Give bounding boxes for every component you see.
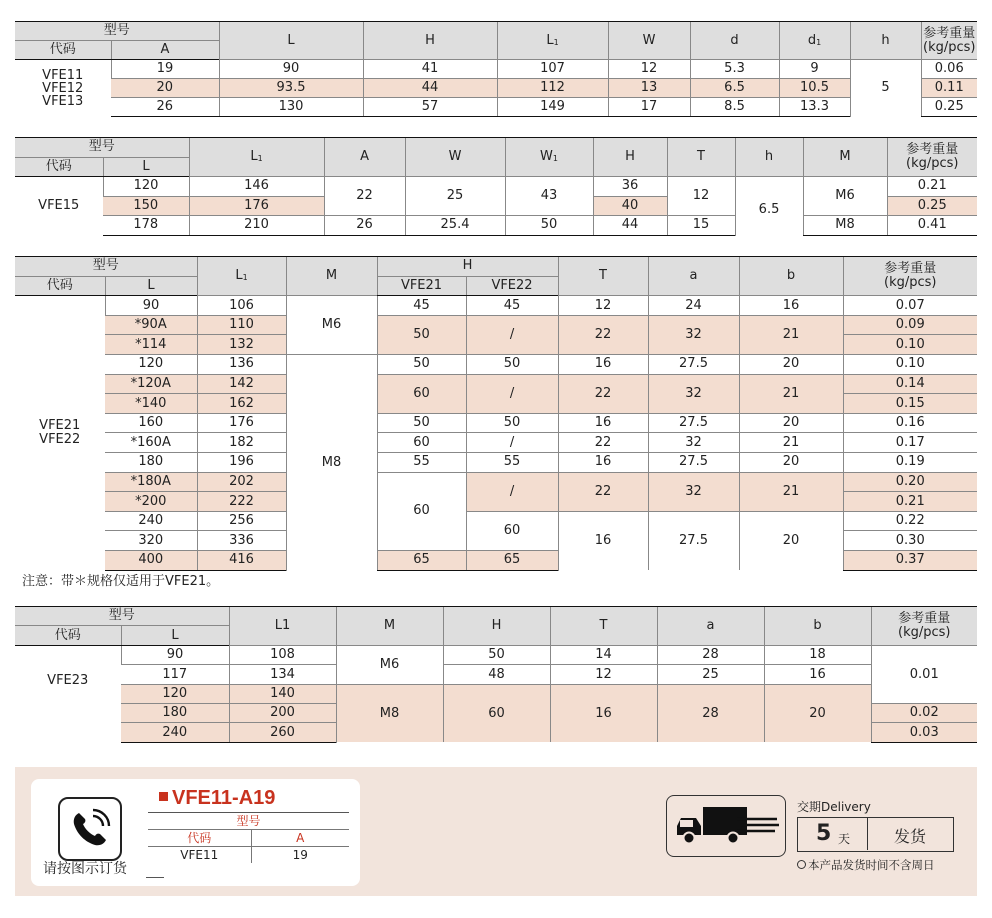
cell: 12 <box>667 177 735 216</box>
cell: 48 <box>443 665 550 684</box>
cell: 55 <box>466 452 558 472</box>
code-header: 代码 <box>15 41 111 60</box>
cell: 16 <box>550 684 657 742</box>
cell: 50 <box>466 413 558 433</box>
col-header-H: H <box>593 138 667 177</box>
cell: 65 <box>466 550 558 570</box>
code-cell: VFE11 VFE12 VFE13 <box>15 60 111 117</box>
table-row <box>15 296 977 316</box>
table-row <box>15 684 977 703</box>
cell: 160 <box>105 413 197 433</box>
col-header-L1: $L_1$ <box>197 257 286 296</box>
cell: *120A <box>105 374 197 394</box>
cell: 32 <box>648 472 739 511</box>
cell: 132 <box>197 335 286 355</box>
cell: 21 <box>739 472 843 511</box>
cell: 25.4 <box>405 216 505 236</box>
cell: 12 <box>558 296 648 316</box>
col-header-vfe21: VFE21 <box>377 276 466 296</box>
col-header-W1: $W_1$ <box>505 138 593 177</box>
table-row <box>15 98 977 117</box>
cell: 28 <box>657 645 764 664</box>
col-header-A: A <box>111 41 219 60</box>
col-header-L1: $L_1$ <box>189 138 324 177</box>
cell: 20 <box>111 79 219 98</box>
cell: 5.3 <box>690 60 779 79</box>
cell: M8 <box>336 684 443 742</box>
cell: 18 <box>764 645 871 664</box>
cell: 13 <box>608 79 690 98</box>
cell: 180 <box>105 452 197 472</box>
model-header: 型号 <box>15 607 229 626</box>
spec-table-vfe15 <box>15 137 977 236</box>
cell: 45 <box>466 296 558 316</box>
cell: 178 <box>103 216 189 236</box>
weight-cell: 0.41 <box>887 216 977 236</box>
cell: *114 <box>105 335 197 355</box>
divider <box>146 877 164 878</box>
table-row <box>15 452 977 472</box>
cell: 16 <box>764 665 871 684</box>
bullet-square-icon <box>159 792 168 801</box>
cell: 136 <box>197 354 286 374</box>
cell: 44 <box>593 216 667 236</box>
cell: 20 <box>739 354 843 374</box>
cell: 196 <box>197 452 286 472</box>
col-header-H: H <box>443 607 550 646</box>
cell: 21 <box>739 315 843 354</box>
col-header-L1: $L_1$ <box>497 22 608 60</box>
cell: 260 <box>229 723 336 742</box>
cell: 182 <box>197 433 286 453</box>
cell: M8 <box>803 216 887 236</box>
weight-cell: 0.21 <box>887 177 977 197</box>
col-header-W: W <box>405 138 505 177</box>
cell: 12 <box>608 60 690 79</box>
table-row <box>15 433 977 453</box>
cell: 93.5 <box>219 79 363 98</box>
table-row <box>15 374 977 394</box>
cell: 45 <box>377 296 466 316</box>
cell: 36 <box>593 177 667 197</box>
cell: 17 <box>608 98 690 117</box>
col-header-H: H <box>363 22 497 60</box>
weight-cell: 0.17 <box>843 433 977 453</box>
col-header-L: L <box>219 22 363 60</box>
col-header-b: b <box>764 607 871 646</box>
col-header-d: d <box>690 22 779 60</box>
col-header-T: T <box>550 607 657 646</box>
weight-header: 参考重量 (kg/pcs) <box>887 138 977 177</box>
cell: 416 <box>197 550 286 570</box>
col-header-L: L <box>121 626 229 645</box>
weight-header: 参考重量 (kg/pcs) <box>843 257 977 296</box>
cell: 57 <box>363 98 497 117</box>
cell: 90 <box>121 645 229 664</box>
cell: 41 <box>363 60 497 79</box>
weight-cell: 0.01 <box>871 645 977 703</box>
example-code-label: 代码 <box>148 830 251 847</box>
cell: 16 <box>558 354 648 374</box>
ordering-panel <box>15 767 977 896</box>
cell: 90 <box>219 60 363 79</box>
cell: 400 <box>105 550 197 570</box>
cell: 22 <box>558 433 648 453</box>
cell: 32 <box>648 374 739 413</box>
weight-cell: 0.25 <box>887 196 977 216</box>
code-cell: VFE15 <box>15 177 103 236</box>
cell: 107 <box>497 60 608 79</box>
code-header: 代码 <box>15 276 105 296</box>
col-header-a: a <box>648 257 739 296</box>
example-a-label: A <box>251 830 349 847</box>
cell: 90 <box>105 296 197 316</box>
cell: 256 <box>197 511 286 531</box>
cell: 130 <box>219 98 363 117</box>
cell: M6 <box>286 296 377 355</box>
col-header-b: b <box>739 257 843 296</box>
cell: 22 <box>558 374 648 413</box>
cell: 50 <box>443 645 550 664</box>
cell: 162 <box>197 394 286 414</box>
cell: 65 <box>377 550 466 570</box>
col-header-L: L <box>103 157 189 177</box>
code-cell: VFE23 <box>15 645 121 742</box>
code-header: 代码 <box>15 626 121 645</box>
weight-cell: 0.25 <box>921 98 977 117</box>
cell: *90A <box>105 315 197 335</box>
cell: 240 <box>121 723 229 742</box>
cell: 60 <box>466 511 558 550</box>
example-part-number: VFE11-A19 <box>159 787 275 810</box>
cell: 50 <box>377 354 466 374</box>
cell: 176 <box>189 196 324 216</box>
cell: *140 <box>105 394 197 414</box>
table-row <box>15 413 977 433</box>
table-row <box>15 216 977 236</box>
cell: 22 <box>558 315 648 354</box>
cell: 16 <box>739 296 843 316</box>
col-header-H: H <box>377 257 558 277</box>
cell: 13.3 <box>779 98 850 117</box>
table-row <box>15 60 977 79</box>
code-header: 代码 <box>15 157 103 177</box>
phone-icon <box>58 797 122 861</box>
truck-icon <box>666 795 786 857</box>
cell: *180A <box>105 472 197 492</box>
cell: 336 <box>197 531 286 551</box>
weight-cell: 0.02 <box>871 703 977 722</box>
weight-cell: 0.22 <box>843 511 977 531</box>
table-row <box>15 315 977 335</box>
col-header-T: T <box>558 257 648 296</box>
col-header-vfe22: VFE22 <box>466 276 558 296</box>
cell: 27.5 <box>648 413 739 433</box>
weight-header: 参考重量 (kg/pcs) <box>871 607 977 646</box>
cell: 40 <box>593 196 667 216</box>
cell: M6 <box>803 177 887 216</box>
cell: 140 <box>229 684 336 703</box>
delivery-label: 交期Delivery <box>797 800 871 814</box>
cell: 320 <box>105 531 197 551</box>
cell: 50 <box>377 413 466 433</box>
cell: 240 <box>105 511 197 531</box>
cell: 134 <box>229 665 336 684</box>
cell: 28 <box>657 684 764 742</box>
cell: 150 <box>103 196 189 216</box>
cell: 60 <box>377 433 466 453</box>
cell: / <box>466 472 558 511</box>
order-caption: 请按图示订货 <box>43 861 127 877</box>
cell: 26 <box>324 216 405 236</box>
spec-table-vfe11-13 <box>15 21 977 117</box>
cell: 210 <box>189 216 324 236</box>
col-header-T: T <box>667 138 735 177</box>
cell: *160A <box>105 433 197 453</box>
cell: 26 <box>111 98 219 117</box>
col-header-h: h <box>735 138 803 177</box>
cell: 60 <box>377 472 466 550</box>
weight-cell: 0.07 <box>843 296 977 316</box>
cell: 112 <box>497 79 608 98</box>
cell: 110 <box>197 315 286 335</box>
example-table <box>148 812 349 863</box>
delivery-note: 本产品发货时间不含周日 <box>797 857 935 873</box>
circle-icon <box>797 860 806 869</box>
cell: 106 <box>197 296 286 316</box>
table-row <box>15 79 977 98</box>
cell: / <box>466 315 558 354</box>
weight-cell: 0.15 <box>843 394 977 414</box>
cell: 32 <box>648 433 739 453</box>
weight-cell: 0.03 <box>871 723 977 742</box>
col-header-W: W <box>608 22 690 60</box>
spec-table-vfe21-22 <box>15 256 977 571</box>
table-row <box>15 645 977 664</box>
example-a-value: 19 <box>251 847 349 864</box>
cell: 146 <box>189 177 324 197</box>
cell: M8 <box>286 354 377 570</box>
cell: 176 <box>197 413 286 433</box>
weight-cell: 0.37 <box>843 550 977 570</box>
col-header-h: h <box>850 22 921 60</box>
spec-table-vfe23 <box>15 606 977 743</box>
cell: 9 <box>779 60 850 79</box>
cell: 117 <box>121 665 229 684</box>
table-row <box>15 472 977 492</box>
ship-label: 发货 <box>894 827 927 846</box>
col-header-L: L <box>105 276 197 296</box>
cell: 149 <box>497 98 608 117</box>
weight-cell: 0.09 <box>843 315 977 335</box>
code-cell: VFE21 VFE22 <box>15 296 105 570</box>
weight-cell: 0.21 <box>843 492 977 512</box>
weight-cell: 0.11 <box>921 79 977 98</box>
cell: 200 <box>229 703 336 722</box>
cell: 142 <box>197 374 286 394</box>
cell: 15 <box>667 216 735 236</box>
cell: 20 <box>739 452 843 472</box>
cell: *200 <box>105 492 197 512</box>
cell: 20 <box>764 684 871 742</box>
divider <box>867 818 868 850</box>
cell: 222 <box>197 492 286 512</box>
cell: 6.5 <box>735 177 803 236</box>
cell: 120 <box>103 177 189 197</box>
cell: 44 <box>363 79 497 98</box>
cell: 22 <box>324 177 405 216</box>
col-header-d1: $d_1$ <box>779 22 850 60</box>
cell: M6 <box>336 645 443 684</box>
col-header-M: M <box>286 257 377 296</box>
cell: 32 <box>648 315 739 354</box>
col-header-M: M <box>336 607 443 646</box>
example-code-value: VFE11 <box>148 847 251 864</box>
delivery-days-unit: 天 <box>838 832 851 846</box>
col-header-A: A <box>324 138 405 177</box>
cell: 27.5 <box>648 511 739 570</box>
cell: 60 <box>443 684 550 742</box>
cell: 21 <box>739 374 843 413</box>
cell: / <box>466 374 558 413</box>
cell: 27.5 <box>648 354 739 374</box>
cell: 60 <box>377 374 466 413</box>
model-header: 型号 <box>15 138 189 158</box>
cell: 12 <box>550 665 657 684</box>
cell: 180 <box>121 703 229 722</box>
weight-cell: 0.06 <box>921 60 977 79</box>
cell: 20 <box>739 413 843 433</box>
delivery-days-box <box>797 817 954 852</box>
weight-cell: 0.19 <box>843 452 977 472</box>
col-header-L1: L1 <box>229 607 336 646</box>
weight-header: 参考重量 (kg/pcs) <box>921 22 977 60</box>
footnote: 注意：带＊规格仅适用于VFE21。 <box>22 574 220 589</box>
cell: 55 <box>377 452 466 472</box>
model-header: 型号 <box>15 257 197 277</box>
weight-cell: 0.30 <box>843 531 977 551</box>
cell: 10.5 <box>779 79 850 98</box>
cell: 50 <box>466 354 558 374</box>
table-row <box>15 511 977 531</box>
cell: 50 <box>505 216 593 236</box>
cell: 50 <box>377 315 466 354</box>
weight-cell: 0.10 <box>843 354 977 374</box>
example-model-label: 型号 <box>148 813 349 830</box>
cell: 19 <box>111 60 219 79</box>
cell: 27.5 <box>648 452 739 472</box>
weight-cell: 0.14 <box>843 374 977 394</box>
cell: 8.5 <box>690 98 779 117</box>
cell: 21 <box>739 433 843 453</box>
table-row <box>15 354 977 374</box>
weight-cell: 0.20 <box>843 472 977 492</box>
cell: 108 <box>229 645 336 664</box>
cell: 6.5 <box>690 79 779 98</box>
cell: 43 <box>505 177 593 216</box>
cell: 25 <box>657 665 764 684</box>
cell: 120 <box>121 684 229 703</box>
cell: 5 <box>850 60 921 117</box>
cell: 22 <box>558 472 648 511</box>
col-header-M: M <box>803 138 887 177</box>
cell: 20 <box>739 511 843 570</box>
cell: 202 <box>197 472 286 492</box>
weight-cell: 0.10 <box>843 335 977 355</box>
cell: 16 <box>558 413 648 433</box>
cell: 16 <box>558 452 648 472</box>
weight-cell: 0.16 <box>843 413 977 433</box>
cell: 14 <box>550 645 657 664</box>
order-example-card <box>31 779 360 886</box>
table-row <box>15 177 977 197</box>
cell: 120 <box>105 354 197 374</box>
cell: 24 <box>648 296 739 316</box>
delivery-days: 5 <box>816 821 832 846</box>
cell: / <box>466 433 558 453</box>
col-header-a: a <box>657 607 764 646</box>
cell: 25 <box>405 177 505 216</box>
model-header: 型号 <box>15 22 219 41</box>
cell: 16 <box>558 511 648 570</box>
table-row <box>15 665 977 684</box>
